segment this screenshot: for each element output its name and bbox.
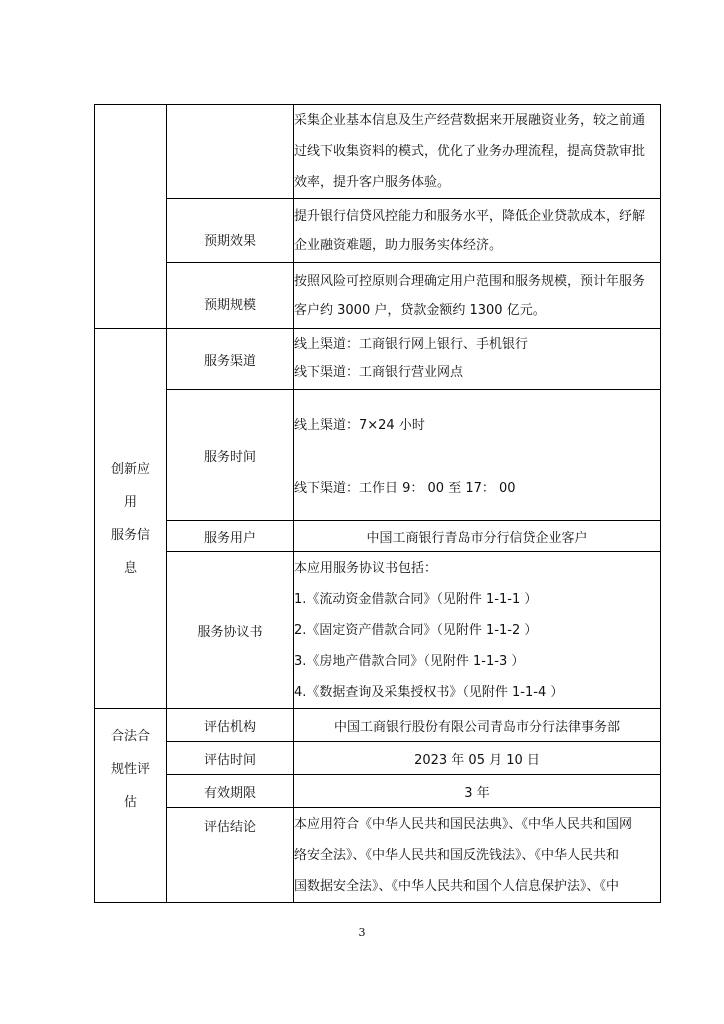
page-number: 3	[358, 926, 366, 939]
eval-agency-value: 中国工商银行股份有限公司青岛市分行法律事务部	[294, 709, 661, 742]
expected-scale-cell	[294, 263, 661, 329]
expected-effect-cell	[294, 199, 661, 263]
service-time-cell	[294, 390, 661, 521]
agreement-line: 2.《固定资产借款合同》（见附件 1-1-2 ）	[294, 622, 538, 638]
expected-scale-line: 客户约 3000 户，贷款金额约 1300 亿元。	[294, 302, 546, 318]
service-channel-line: 线下渠道：工商银行营业网点	[294, 365, 464, 380]
expected-effect-line: 提升银行信贷风控能力和服务水平，降低企业贷款成本，纾解	[294, 208, 646, 224]
service-agreement-label: 服务协议书	[167, 552, 294, 709]
service-user-value: 中国工商银行青岛市分行信贷企业客户	[294, 521, 661, 552]
category-line: 合法合	[110, 729, 150, 744]
category-line: 规性评	[110, 762, 150, 777]
service-info-category	[95, 329, 167, 709]
compliance-category	[95, 709, 167, 903]
description-line: 效率，提升客户服务体验。	[294, 175, 451, 190]
table-row	[95, 709, 661, 742]
service-agreement-cell	[294, 552, 661, 709]
agreement-line: 1.《流动资金借款合同》（见附件 1-1-1 ）	[294, 591, 538, 607]
service-time-label: 服务时间	[167, 390, 294, 521]
conclusion-line: 国数据安全法》、《中华人民共和国个人信息保护法》、《中	[294, 879, 620, 894]
eval-conclusion-cell	[294, 808, 661, 903]
table-row	[95, 742, 661, 775]
empty-category-cell	[95, 105, 167, 329]
description-line: 过线下收集资料的模式，优化了业务办理流程，提高贷款审批	[294, 144, 646, 159]
eval-agency-label: 评估机构	[167, 709, 294, 742]
table-row	[95, 775, 661, 808]
eval-time-value: 2023 年 05 月 10 日	[294, 742, 661, 775]
expected-scale-line: 按照风险可控原则合理确定用户范围和服务规模，预计年服务	[294, 273, 646, 289]
category-line: 创新应	[110, 461, 150, 477]
agreement-line: 3.《房地产借款合同》（见附件 1-1-3 ）	[294, 653, 525, 669]
info-table	[94, 104, 661, 903]
service-user-label: 服务用户	[167, 521, 294, 552]
service-channel-cell	[294, 329, 661, 390]
table-row	[95, 808, 661, 903]
service-channel-label: 服务渠道	[167, 329, 294, 390]
expected-effect-label: 预期效果	[167, 199, 294, 263]
conclusion-line: 本应用符合《中华人民共和国民法典》、《中华人民共和国网	[294, 817, 633, 832]
table-row	[95, 199, 661, 263]
description-line: 采集企业基本信息及生产经营数据来开展融资业务，较之前通	[294, 113, 646, 128]
agreement-line: 4.《数据查询及采集授权书》（见附件 1-1-4 ）	[294, 684, 564, 700]
table-row	[95, 329, 661, 390]
table-row	[95, 263, 661, 329]
category-line: 服务信	[110, 527, 150, 543]
agreement-line: 本应用服务协议书包括：	[294, 560, 438, 576]
eval-conclusion-label: 评估结论	[167, 808, 294, 903]
validity-label: 有效期限	[167, 775, 294, 808]
service-channel-line: 线上渠道：工商银行网上银行、手机银行	[294, 337, 529, 352]
category-line: 估	[123, 795, 137, 810]
table-row	[95, 521, 661, 552]
category-line: 用	[123, 494, 137, 510]
conclusion-line: 络安全法》、《中华人民共和国反洗钱法》、《中华人民共和	[294, 848, 620, 863]
table-row	[95, 552, 661, 709]
expected-scale-label: 预期规模	[167, 263, 294, 329]
expected-effect-line: 企业融资难题，助力服务实体经济。	[294, 237, 503, 253]
table-row	[95, 105, 661, 199]
table-row	[95, 390, 661, 521]
eval-time-label: 评估时间	[167, 742, 294, 775]
service-time-online: 线上渠道：7×24 小时	[294, 418, 425, 433]
validity-value: 3 年	[294, 775, 661, 808]
description-cell	[294, 105, 661, 199]
empty-label-cell	[167, 105, 294, 199]
service-time-offline: 线下渠道：工作日 9： 00 至 17： 00	[294, 481, 516, 496]
category-line: 息	[123, 560, 137, 576]
